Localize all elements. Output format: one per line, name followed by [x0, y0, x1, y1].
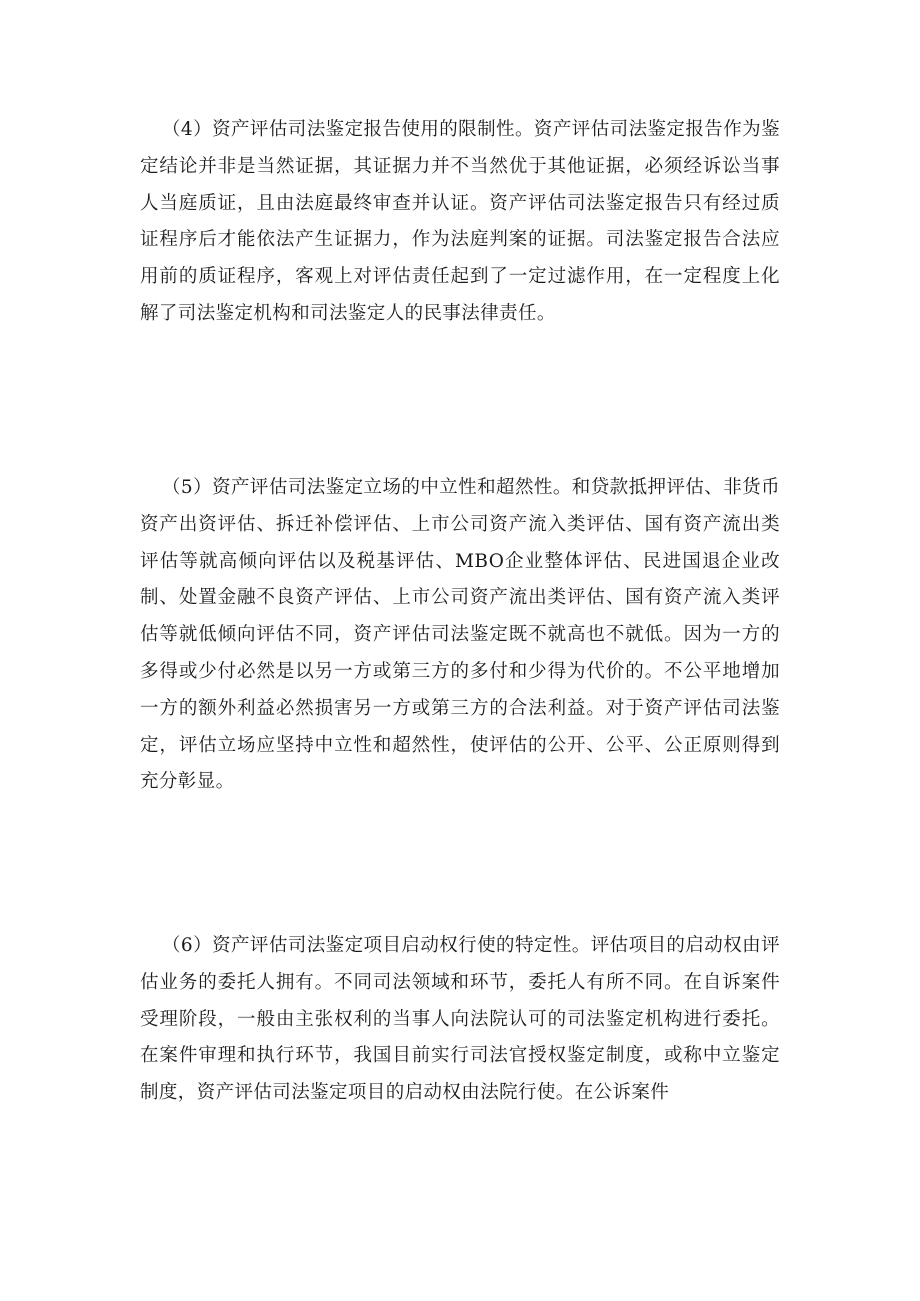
- paragraph-6: （6）资产评估司法鉴定项目启动权行使的特定性。评估项目的启动权由评估业务的委托人拥有。不同司法领域和环节，委托人有所不同。在自诉案件受理阶段，一般由主张权利的当事人向法院认可的司法鉴定机构进行委托。在案件审理和执行环节，我国目前实行司法官授权鉴定制度，或称中立鉴定制度，资产评估司法鉴定项目的启动权由法院行使。在公诉案件: [140, 935, 780, 1104]
- paragraph-5: （5）资产评估司法鉴定立场的中立性和超然性。和贷款抵押评估、非货币资产出资评估、拆迁补偿评估、上市公司资产流入类评估、国有资产流出类评估等就高倾向评估以及税基评估、MBO企业整体评估、民进国退企业改制、处置金融不良资产评估、上市公司资产流出类评估、国有资产流入类评估等就低倾向评估不同，资产评估司法鉴定既不就高也不就低。因为一方的多得或少付必然是以另一方或第三方的多付和少得为代价的。不公平地增加一方的额外利益必然损害另一方或第三方的合法利益。对于资产评估司法鉴定，评估立场应坚持中立性和超然性，使评估的公开、公平、公正原则得到充分彰显。: [140, 477, 780, 793]
- paragraph-4: （4）资产评估司法鉴定报告使用的限制性。资产评估司法鉴定报告作为鉴定结论并非是当然证据，其证据力并不当然优于其他证据，必须经诉讼当事人当庭质证，且由法庭最终审查并认证。资产评估司法鉴定报告只有经过质证程序后才能依法产生证据力，作为法庭判案的证据。司法鉴定报告合法应用前的质证程序，客观上对评估责任起到了一定过滤作用，在一定程度上化解了司法鉴定机构和司法鉴定人的民事法律责任。: [140, 119, 780, 324]
